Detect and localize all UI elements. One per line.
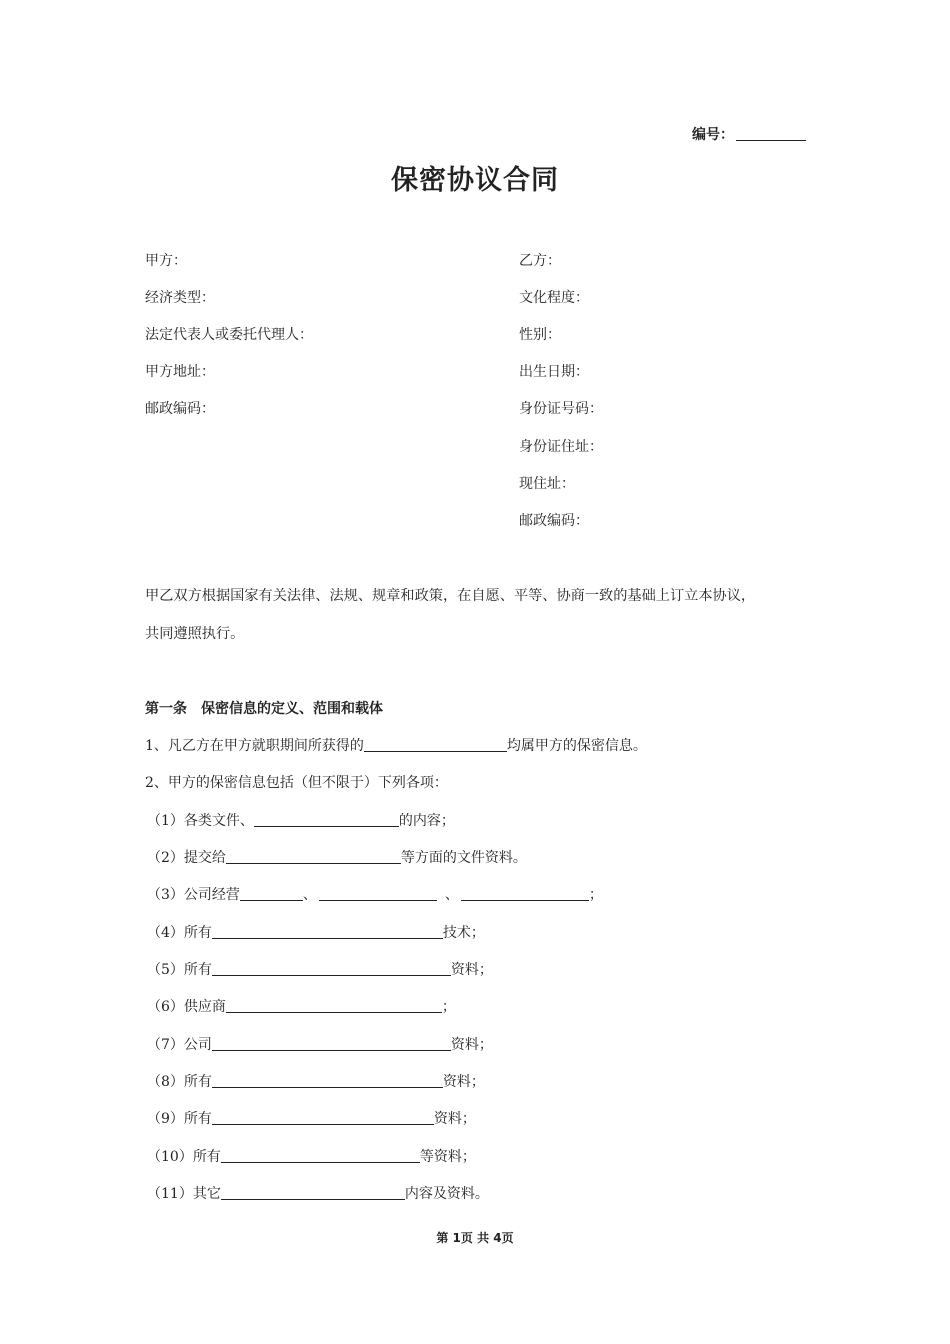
item-7-pre: （7）公司 [147,1037,212,1053]
fill-blank [364,737,507,752]
item-3-pre: （3）公司经营 [147,887,240,903]
party-b-education: 文化程度： [519,290,589,306]
party-b-postcode: 邮政编码： [519,513,589,529]
fill-blank [226,998,442,1013]
item-3-post: ； [588,887,603,903]
party-b-name: 乙方： [519,253,561,269]
item-5-post: 资料； [450,962,493,978]
party-b-gender: 性别： [519,327,561,343]
party-b-birthdate: 出生日期： [519,364,589,380]
party-b-id-address: 身份证住址： [519,439,603,455]
clause-1-pre: 1、凡乙方在甲方就职期间所获得的 [145,738,364,754]
item-11-post: 内容及资料。 [404,1186,489,1202]
fill-blank [461,886,589,901]
party-a-address: 甲方地址： [145,364,215,380]
fill-blank [212,924,443,939]
fill-blank [254,812,399,827]
item-3-sep-2: 、 [444,887,459,903]
item-9 [147,1108,476,1128]
item-1-post: 的内容； [398,813,455,829]
item-2 [147,847,527,867]
item-9-post: 资料； [433,1111,476,1127]
item-2-post: 等方面的文件资料。 [400,850,527,866]
item-8-pre: （8）所有 [147,1074,212,1090]
item-4-pre: （4）所有 [147,925,212,941]
serial-number [692,124,806,144]
item-5 [147,959,493,979]
item-8 [147,1071,485,1091]
item-6-post: ； [441,999,456,1015]
item-4 [147,922,485,942]
party-a-economic-type: 经济类型： [145,290,215,306]
clause-2: 2、甲方的保密信息包括（但不限于）下列各项： [145,775,448,791]
party-b-current-address: 现住址： [519,476,575,492]
clause-1-post: 均属甲方的保密信息。 [506,738,647,754]
item-5-pre: （5）所有 [147,962,212,978]
fill-blank [212,961,451,976]
item-3-sep-1: 、 [302,887,317,903]
article-1-heading: 第一条 保密信息的定义、范围和载体 [145,701,383,717]
fill-blank [212,1110,434,1125]
fill-blank [212,1073,443,1088]
fill-blank [319,886,437,901]
item-9-pre: （9）所有 [147,1111,212,1127]
party-a-representative: 法定代表人或委托代理人： [145,327,313,343]
serial-blank [736,126,806,141]
party-a-name: 甲方： [145,253,187,269]
intro-line-1: 甲乙双方根据国家有关法律、法规、规章和政策，在自愿、平等、协商一致的基础上订立本协议， [145,588,756,604]
party-b-id-number: 身份证号码： [519,401,603,417]
fill-blank [240,886,303,901]
item-6-pre: （6）供应商 [147,999,226,1015]
item-3 [147,884,603,904]
item-10-pre: （10）所有 [147,1149,221,1165]
item-7-post: 资料； [450,1037,493,1053]
serial-label: 编号： [692,127,734,143]
fill-blank [221,1148,420,1163]
fill-blank [212,1036,451,1051]
item-10-post: 等资料； [419,1149,476,1165]
item-1 [147,810,455,830]
item-1-pre: （1）各类文件、 [147,813,254,829]
intro-line-2: 共同遵照执行。 [145,626,245,642]
clause-1 [145,735,647,755]
item-4-post: 技术； [442,925,485,941]
item-6 [147,996,456,1016]
document-title: 保密协议合同 [391,165,559,196]
item-2-pre: （2）提交给 [147,850,226,866]
item-8-post: 资料； [442,1074,485,1090]
party-a-postcode: 邮政编码： [145,401,215,417]
item-11-pre: （11）其它 [147,1186,221,1202]
item-7 [147,1034,493,1054]
item-11 [147,1183,489,1203]
fill-blank [226,849,401,864]
page-footer: 第 1页 共 4页 [436,1231,514,1245]
fill-blank [221,1185,405,1200]
item-10 [147,1146,476,1166]
